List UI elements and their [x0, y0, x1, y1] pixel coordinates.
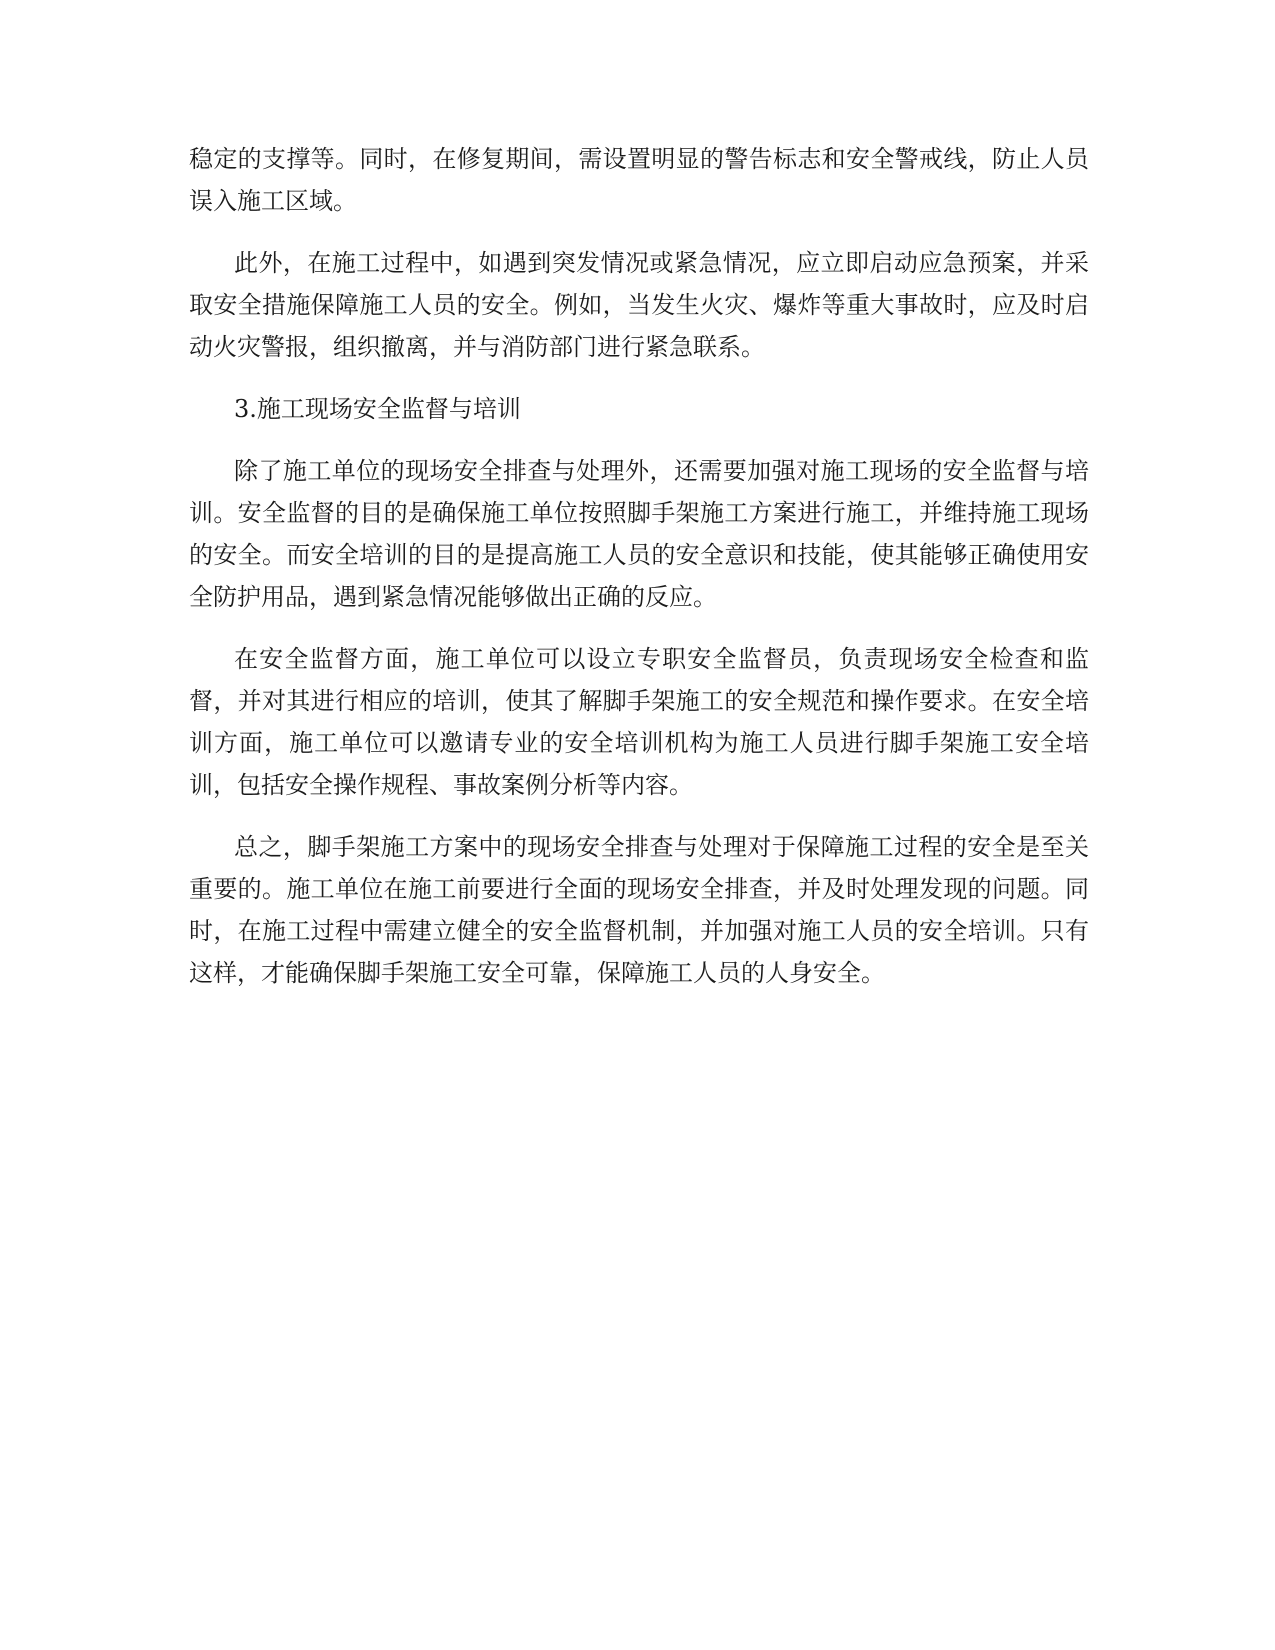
paragraph-conclusion: 总之，脚手架施工方案中的现场安全排查与处理对于保障施工过程的安全是至关重要的。施工单位在施工前要进行全面的现场安全排查，并及时处理发现的问题。同时，在施工过程中需建立健全的安全监督机制，并加强对施工人员的安全培训。只有这样，才能确保脚手架施工安全可靠，保障施工人员的人身安全。 — [189, 833, 1089, 987]
paragraph-continuation: 稳定的支撑等。同时，在修复期间，需设置明显的警告标志和安全警戒线，防止人员误入施工区域。 — [189, 145, 1089, 215]
document-page — [189, 138, 1089, 1014]
section-heading: 3.施工现场安全监督与培训 — [234, 395, 521, 423]
paragraph-supervision-details: 在安全监督方面，施工单位可以设立专职安全监督员，负责现场安全检查和监督，并对其进行相应的培训，使其了解脚手架施工的安全规范和操作要求。在安全培训方面，施工单位可以邀请专业的安全培训机构为施工人员进行脚手架施工安全培训，包括安全操作规程、事故案例分析等内容。 — [189, 645, 1089, 799]
paragraph-supervision-training: 除了施工单位的现场安全排查与处理外，还需要加强对施工现场的安全监督与培训。安全监督的目的是确保施工单位按照脚手架施工方案进行施工，并维持施工现场的安全。而安全培训的目的是提高施工人员的安全意识和技能，使其能够正确使用安全防护用品，遇到紧急情况能够做出正确的反应。 — [189, 457, 1089, 611]
paragraph-emergency: 此外，在施工过程中，如遇到突发情况或紧急情况，应立即启动应急预案，并采取安全措施保障施工人员的安全。例如，当发生火灾、爆炸等重大事故时，应及时启动火灾警报，组织撤离，并与消防部门进行紧急联系。 — [189, 249, 1089, 361]
